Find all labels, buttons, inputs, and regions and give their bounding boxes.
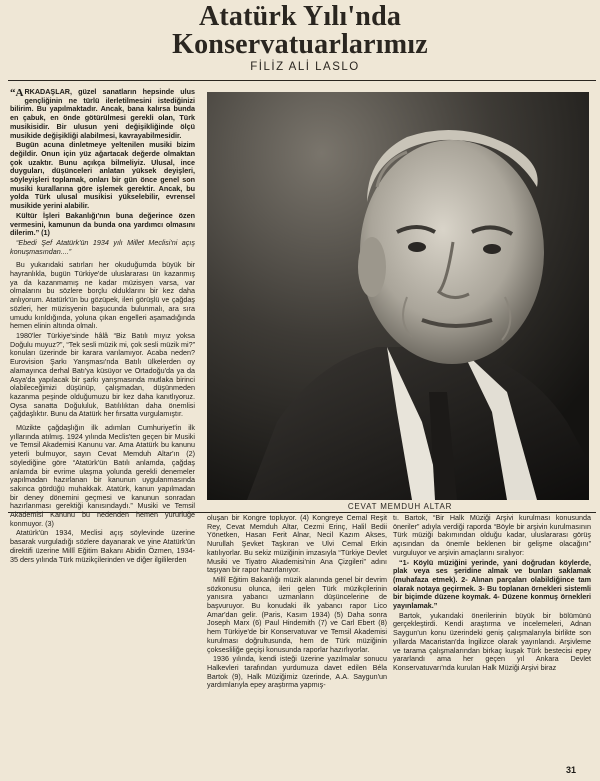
drop-cap: “A [10,88,24,99]
header-rule [8,80,596,81]
paragraph-quote-2: Bugün acuna dinletmeye yeltenilen musiki bizim değildir. Onun için yüz ağartacak değerde olmaktan çok uzaktır. Bunu açıkça bilmeliyiz. Ulusal, ince duyguları, düşünceleri anlatan yüksek deyişleri, söyleyişleri toplamak, onları bir gün önce genel son musiki kurallarına göre işlemek gerektir. Ancak, bu yolda Türk ulusal musikisi yükselebilir, evrensel musikide yerini alabilir. [10,140,195,211]
paragraph-text: RKADAŞLAR, güzel sanatların hepsinde ulus gençliğinin ne türlü ilerletilmesini istediğinizi bilirim. Bu yapılmaktadır. Ancak, bana kalırsa bunda en çabuk, en önde götürülmesi gerekli olan, Türk musikisidir. Bir ulusun yeni değişikliğinde ölçü musikide değişikliği alabilmesi, kavrayabilmesidir. [10,88,195,140]
portrait-illustration [207,92,589,500]
paragraph: tı. Bartok, “Bir Halk Müziği Arşivi kurulması konusunda öneriler” adıyla verdiği raporda “Böyle bir arşivin kurulmasının Türk müziği bakımından olduğu kadar, uluslararası görüş açısından da önemle beklenen bir gelişme olacağını” vurguluyor ve arşivin amaçlarını sıralıyor: [393,514,591,557]
paragraph-quote-3: Kültür İşleri Bakanlığı'nın buna değerince özen vermesini, kamunun da bunda ona yardımcı olmasını dilerim.” (1) [10,210,195,238]
paragraph-quote-source: “Ebedi Şef Atatürk'ün 1934 yılı Millet Meclisi'ni açış konuşmasından....” [10,237,195,256]
column-3 [393,514,591,776]
portrait-photo [207,92,589,500]
page-number: 31 [566,765,577,775]
paragraph: Bu yukarıdaki satırları her okuduğumda büyük bir hayranlıkla, bugün Türkiye'de uluslararası ün kazanmış ya da kazanmamış ne kadar müzisyen varsa, var olmalarını bu sözlere borçlu olduklarını bir kez daha anlıyorum. Atatürk'ün bu gözüpek, ileri görüşlü ve çağdaş sözleri, her müzisyenin başucunda bulunmalı, ara sıra umudu kırıldığında, yoluna çıkan engelleri aşamadığında hemen elinin altında olmalı. [10,260,195,331]
paragraph: oluşan bir Kongre topluyor. (4) Kongreye Cemal Reşit Rey, Cevat Memduh Altar, Cezmi Erinç, Halil Bedii Yönetken, Hasan Ferit Alnar, Necil Kazım Akses, Nurullah Şevket Taşkıran ve Ulvi Cemal Erkin katılıyorlar. Bu sekiz müziğinin imzasıyla “Türkiye Devlet Musiki ve Tiyatro Akademisi'nin Ana Çizgileri” adını taşıyan bir rapor hazırlanıyor. [207,514,387,575]
paragraph: Millî Eğitim Bakanlığı müzik alanında genel bir devrim sözkonusu olunca, ileri gelen Türk müzikçilerinin yanısıra yabancı uzmanların düşüncelerine de başvuruyor. Bu konudaki ilk yabancı rapor Lico Amar'dan gelir. (Paris, Kasım 1934) (5) Daha sonra Joseph Marx (6) Paul Hindemith (7) ve Carl Ebert (8) hem Türkiye'de bir Konservatuvar ve Temsil Akademisi kurulması doğrultusunda, hem de Türk müziğinin çoksesliliğe geçişi konusunda raporlar hazırlıyorlar. [207,574,387,654]
column-1 [10,88,195,774]
photo-caption: CEVAT MEMDUH ALTAR [347,502,453,511]
paragraph: Bartok, yukarıdaki önerilerinin büyük bir bölümünü gerçekleştirdi. Kendi araştırma ve incelemeleri, Adnan Saygun'un konu üzerindeki geniş çalışmalarıyla birlikte son yıllarda Macaristan'da İngilizce olarak yayınlandı. Arşivleme ve tarama çalışmalarından birkaç kuşak Türk bestecisi epey yararlandı ama her geçen yıl Ankara Devlet Konservatuvarı'nda kurulan Halk Müziği Arşivi biraz [393,610,591,672]
paragraph: 1980'ler Türkiye'sinde hâlâ “Biz Batılı mıyız yoksa Doğulu muyuz?”, “Tek sesli müzik mi, çok sesli müzik mi?” konuları üzerinde bir karara varılamıyor. Acaba neden? Eurovision Şarkı Yarışması'nda Batılı ülkelerden oy alamayınca derhal Batı'ya küsüyor ve Ortadoğu'da ya da Asya'da yapılacak bir şarkı yarışmasında mutlaka birinci olabileceğimizi düşünüp, çalışmadan, düşünmeden kazanma peşinde olduğumuzu bir kez daha kanıtlıyoruz. Oysa sanatta Doğululuk, Batılılıktan daha önemlisi çağdaşlıktır. Bunu da Atatürk her fırsatta vurgulamıştır. [10,330,195,419]
paragraph-quote-1 [10,88,195,140]
paragraph: Müzikte çağdaşlığın ilk adımları Cumhuriyet'in ilk yıllarında atılmış. 1924 yılında Meclis'ten geçen bir Musiki ve Temsil Akademisi Kanunu var. Ama Atatürk bu kanunu yeterli bulmuyor, sayın Cevat Memduh Altar'ın (2) söylediğine göre “Atatürk'ün Batılı anlamda, çağdaş anlamda bir evrime ulaşma yolunda gerekli denemeler yapılmadan hazırlanan bir kanunun uygulanmasında sakınca gördüğü muhakkak. Atatürk, kanun yapılmadan bir deney dönemini geçmesi ve kanunun sonradan hazırlanması gerektiği kanısındaydı.” Musiki ve Temsil Akademisi Kanunu bu nedenden hemen yürürlüğe konmuyor. (3) [10,423,195,528]
title-line-2: Konservatuarlarımız [172,29,428,60]
author-byline: FİLİZ ALİ LASLO [250,61,360,73]
photo-rule [8,512,596,513]
paragraph-list: “1- Köylü müziğini yerinde, yani doğrudan köylerde, plak veya ses şeridine almak ve bunları saklamak (muhafaza etmek). 2- Alınan parçaları olabildiğince tam olarak notaya geçirmek. 3- Bu toplanan örnekleri sistemli bir biçimde düzene koymak. 4- Düzene konmuş örnekleri yayınlamak.” [393,557,591,611]
paragraph: 1936 yılında, kendi isteği üzerine yazılmalar sonucu Halkevleri tarafından yurdumuza davet edilen Béla Bartok (9), Halk Müziğimiz üzerinde, A.A. Saygun'un yardımlarıyla epey araştırma yapmış- [207,654,387,690]
column-2 [207,514,387,776]
paragraph: Atatürk'ün 1934, Meclisi açış söylevinde üzerine basarak vurguladığı sözlere dayanarak ve yine Atatürk'ün direktifi üzerine Millî Eğitim Bakanı Abidin Özmen, 1934-35 ders yılında Türk müzikçilerinden ve diğer ilgililerden [10,528,195,564]
title-line-1: Atatürk Yılı'nda [198,1,402,32]
